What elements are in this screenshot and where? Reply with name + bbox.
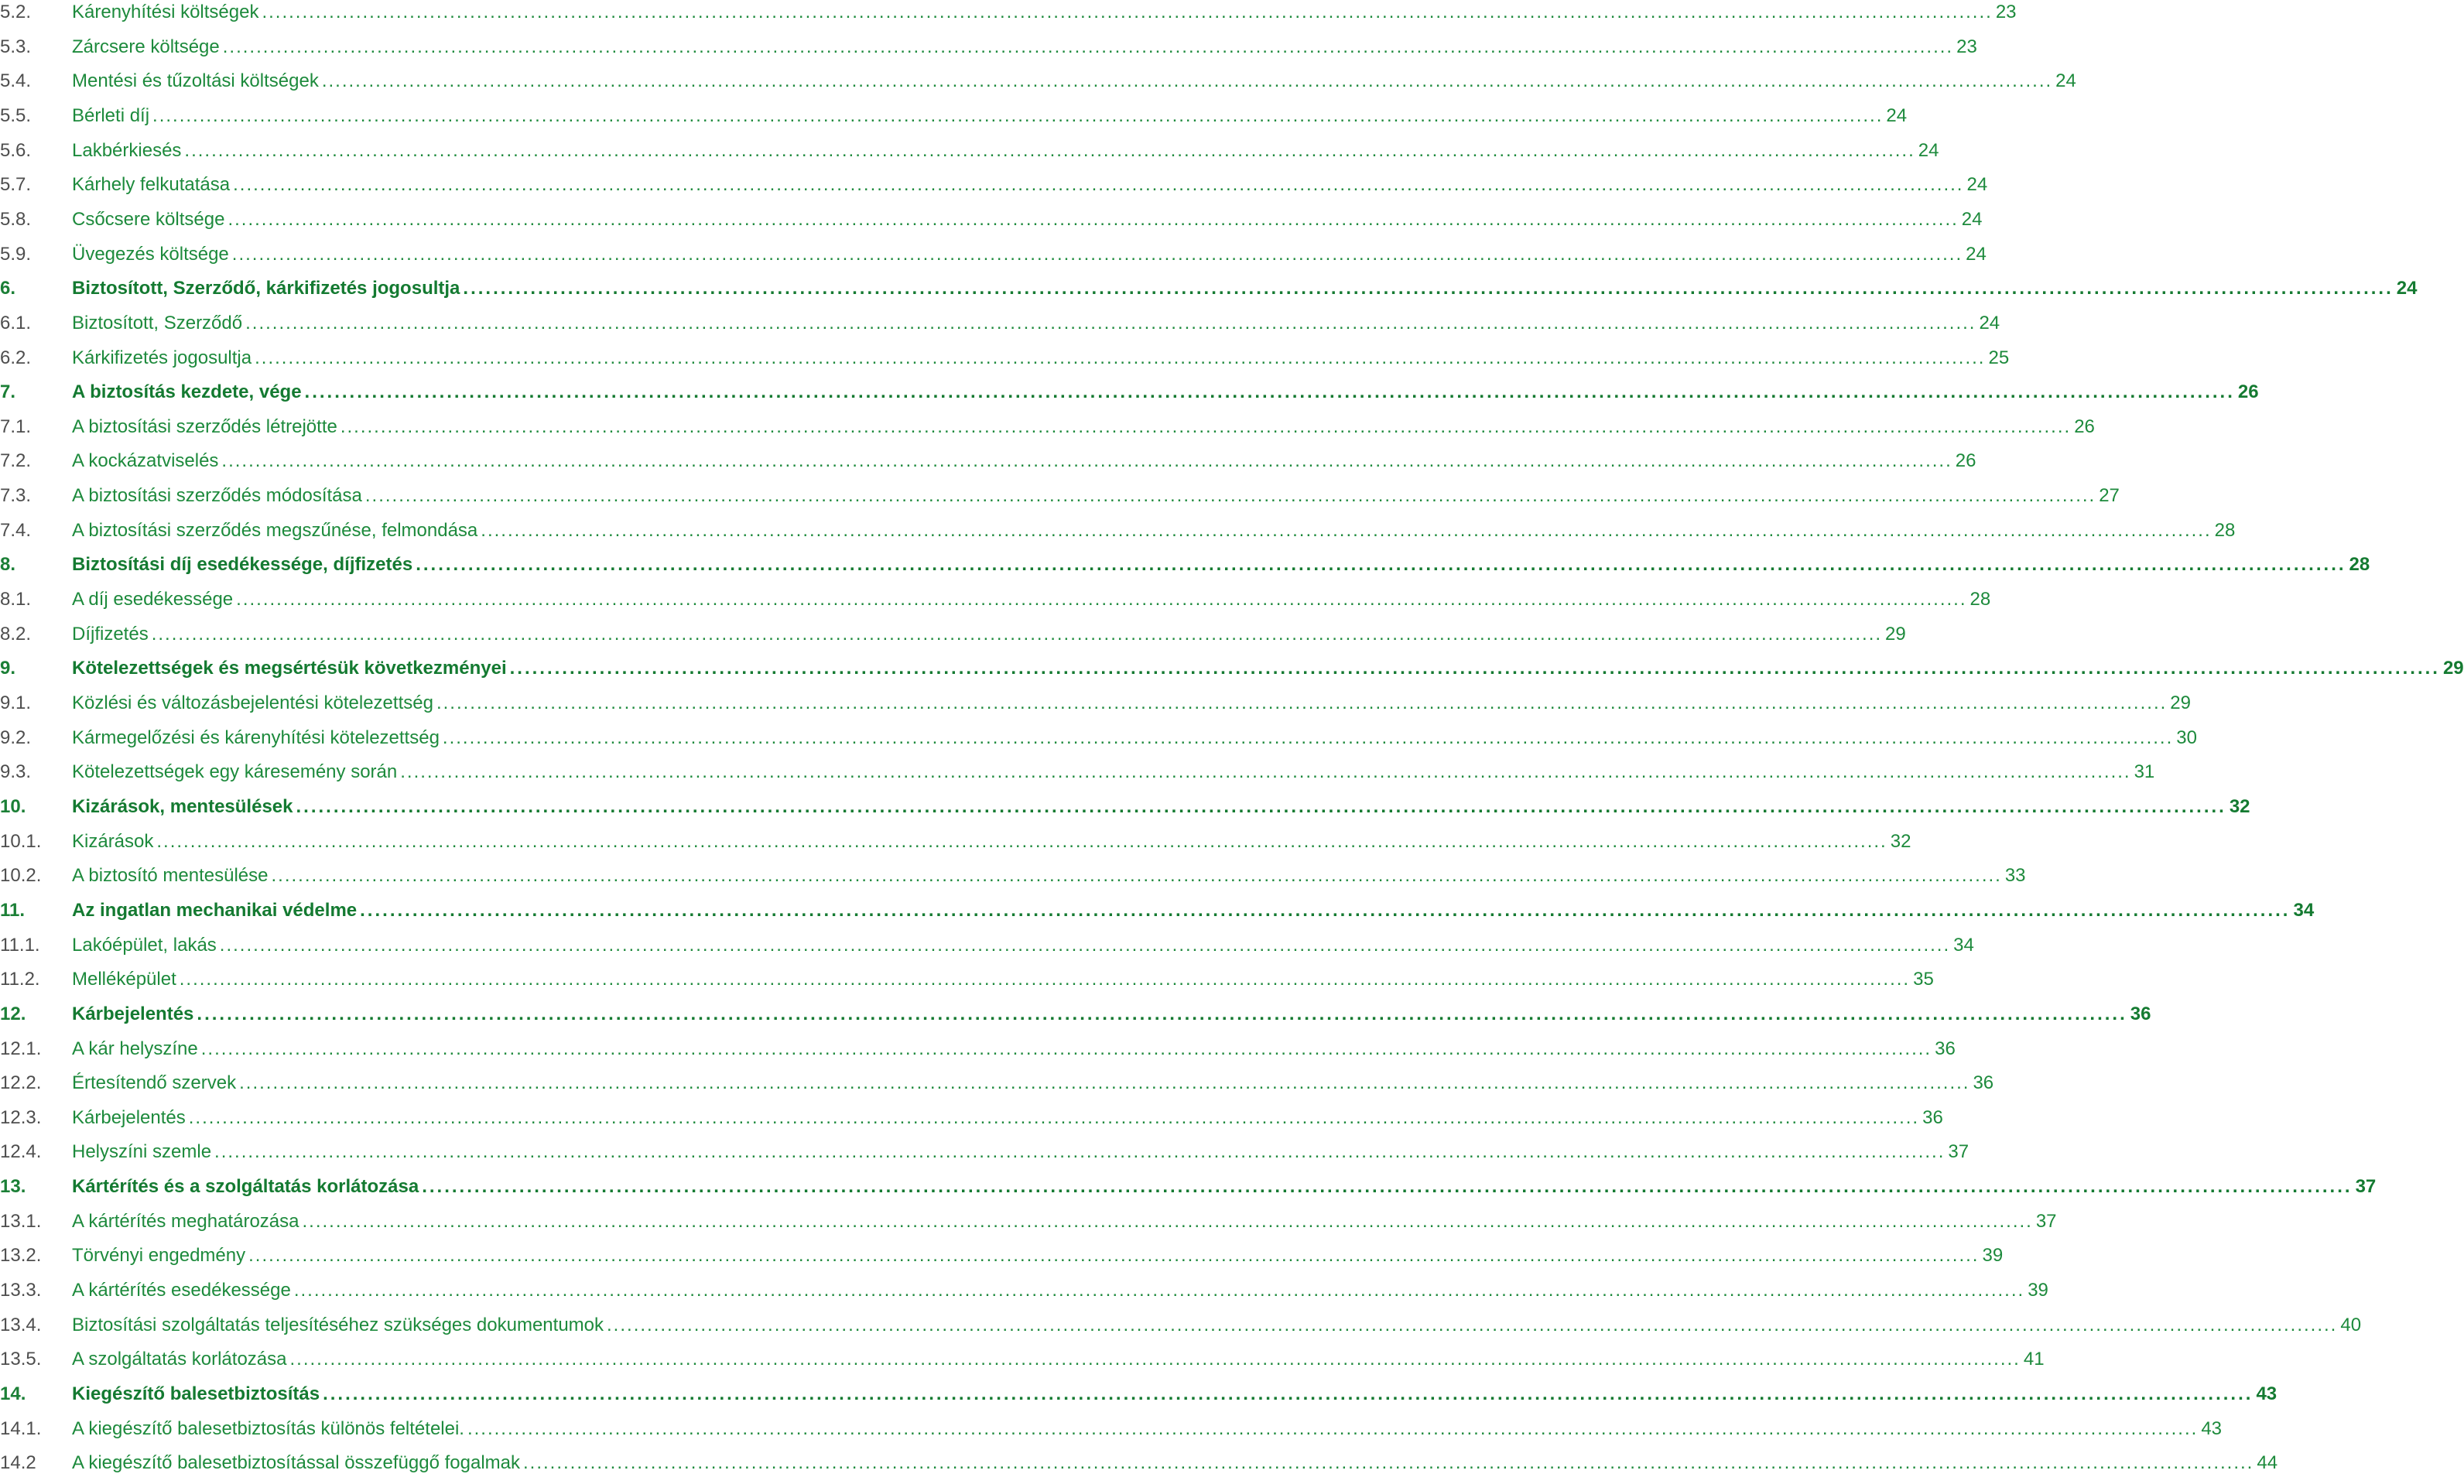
- toc-entry-page-number: 40: [2340, 1314, 2362, 1335]
- toc-entry-page-number: 36: [1935, 1038, 1956, 1059]
- toc-entry-page-number: 28: [2349, 554, 2370, 576]
- toc-entry-page-number: 36: [2130, 1003, 2151, 1024]
- toc-entry-title: Törvényi engedmény: [72, 1245, 246, 1267]
- toc-entry-page-number: 29: [2442, 658, 2464, 679]
- toc-entry-page-number: 31: [2134, 761, 2155, 783]
- toc-entry-page-number: 30: [2176, 727, 2197, 748]
- toc-entry-number: 8.1.: [0, 589, 32, 610]
- toc-subsection-entry: [0, 617, 1906, 651]
- toc-section-entry: [0, 375, 2259, 409]
- toc-entry-title: A kiegészítő balesetbiztosítással összefüggő fogalmak: [72, 1452, 520, 1474]
- toc-entry-title: Biztosított, Szerződő, kárkifizetés jogosultja: [72, 278, 460, 299]
- toc-entry-title: Kárenyhítési költségek: [72, 2, 259, 22]
- toc-entry-number: 6.: [0, 278, 16, 299]
- toc-dot-leader: ..................................................................................................................................................................................................................................................................: [255, 347, 1986, 368]
- toc-dot-leader: ..................................................................................................................................................................................................................................................................: [321, 70, 2053, 92]
- toc-entry-title: Zárcsere költsége: [72, 36, 220, 57]
- toc-entry-title: Kártérítés és a szolgáltatás korlátozása: [72, 1176, 419, 1198]
- toc-subsection-entry: [0, 444, 1976, 478]
- toc-entry-page-number: 29: [2170, 692, 2191, 713]
- toc-subsection-entry: [0, 341, 2010, 375]
- toc-entry-number: 6.1.: [0, 312, 32, 333]
- toc-entry-title: Kiegészítő balesetbiztosítás: [72, 1383, 320, 1404]
- toc-entry-title: Kárbejelentés: [72, 1106, 186, 1128]
- toc-entry-page-number: 43: [2201, 1417, 2223, 1439]
- toc-entry-number: 9.2.: [0, 727, 32, 748]
- toc-entry-page-number: 43: [2256, 1383, 2277, 1404]
- toc-dot-leader: ..................................................................................................................................................................................................................................................................: [289, 1349, 2021, 1370]
- toc-entry-page-number: 24: [1886, 104, 1908, 126]
- toc-entry-title: Melléképület: [72, 969, 176, 990]
- toc-entry-page-number: 37: [2355, 1176, 2377, 1198]
- toc-dot-leader: ..................................................................................................................................................................................................................................................................: [228, 208, 1959, 230]
- toc-entry-title: A kiegészítő balesetbiztosítás különös feltételei.: [72, 1417, 464, 1439]
- toc-entry-page-number: 39: [1982, 1245, 2004, 1267]
- toc-dot-leader: ..................................................................................................................................................................................................................................................................: [236, 589, 1967, 610]
- toc-dot-leader: ..................................................................................................................................................................................................................................................................: [221, 450, 1952, 472]
- toc-dot-leader: ..................................................................................................................................................................................................................................................................: [463, 278, 2394, 299]
- toc-dot-leader: ..................................................................................................................................................................................................................................................................: [231, 243, 1963, 265]
- toc-entry-page-number: 24: [1979, 312, 2000, 333]
- toc-entry-title: Kárkifizetés jogosultja: [72, 347, 252, 368]
- toc-entry-number: 14.2: [0, 1452, 36, 1474]
- toc-entry-page-number: 24: [1966, 243, 1987, 265]
- toc-entry-title: Közlési és változásbejelentési kötelezettség: [72, 692, 433, 713]
- toc-entry-title: Biztosítási díj esedékessége, díjfizetés: [72, 554, 413, 576]
- toc-subsection-entry: [0, 1446, 2278, 1480]
- toc-entry-title: Az ingatlan mechanikai védelme: [72, 899, 358, 921]
- toc-entry-page-number: 29: [1885, 623, 1906, 645]
- toc-entry-page-number: 36: [1922, 1106, 1943, 1128]
- toc-dot-leader: ..................................................................................................................................................................................................................................................................: [239, 1072, 1970, 1094]
- toc-subsection-entry: [0, 825, 1911, 859]
- toc-entry-number: 11.1.: [0, 934, 40, 956]
- toc-subsection-entry: [0, 686, 2191, 720]
- toc-entry-title: A biztosító mentesülése: [72, 865, 269, 887]
- toc-dot-leader: ..................................................................................................................................................................................................................................................................: [200, 1038, 1932, 1059]
- toc-dot-leader: ..................................................................................................................................................................................................................................................................: [364, 485, 2096, 507]
- toc-subsection-entry: [0, 1412, 2223, 1446]
- toc-entry-title: A kockázatviselés: [72, 450, 219, 472]
- toc-entry-number: 7.4.: [0, 519, 32, 541]
- toc-subsection-entry: [0, 238, 1987, 272]
- toc-dot-leader: ..................................................................................................................................................................................................................................................................: [296, 795, 2226, 817]
- toc-dot-leader: ..................................................................................................................................................................................................................................................................: [416, 554, 2346, 576]
- toc-dot-leader: ..................................................................................................................................................................................................................................................................: [214, 1141, 1946, 1163]
- toc-entry-page-number: 24: [1966, 174, 1988, 196]
- toc-section-entry: [0, 997, 2151, 1031]
- toc-entry-number: 11.2.: [0, 969, 40, 990]
- toc-entry-number: 10.1.: [0, 830, 42, 852]
- toc-entry-title: Kizárások: [72, 830, 154, 852]
- toc-subsection-entry: [0, 963, 1934, 997]
- toc-entry-number: 6.2.: [0, 347, 32, 368]
- toc-entry-page-number: 28: [1969, 589, 1991, 610]
- toc-entry-number: 7.: [0, 381, 16, 403]
- toc-entry-page-number: 27: [2099, 485, 2120, 507]
- toc-section-entry: [0, 1377, 2277, 1411]
- toc-entry-page-number: 33: [2004, 865, 2026, 887]
- toc-entry-number: 8.: [0, 554, 16, 576]
- toc-entry-number: 10.2.: [0, 865, 42, 887]
- toc-entry-page-number: 32: [2229, 795, 2250, 817]
- toc-subsection-entry: [0, 859, 2026, 893]
- toc-entry-number: 9.: [0, 658, 16, 679]
- toc-section-entry: [0, 651, 2464, 686]
- toc-entry-title: Biztosított, Szerződő: [72, 312, 243, 333]
- toc-dot-leader: ..................................................................................................................................................................................................................................................................: [607, 1314, 2338, 1335]
- toc-entry-title: Helyszíni szemle: [72, 1141, 212, 1163]
- toc-dot-leader: ..................................................................................................................................................................................................................................................................: [179, 969, 1911, 990]
- toc-dot-leader: ..................................................................................................................................................................................................................................................................: [293, 1280, 2025, 1301]
- toc-entry-page-number: 26: [2074, 415, 2095, 437]
- toc-subsection-entry: [0, 1274, 2048, 1308]
- toc-entry-number: 12.: [0, 1003, 26, 1024]
- toc-entry-number: 7.2.: [0, 450, 32, 472]
- toc-entry-title: A kár helyszíne: [72, 1038, 198, 1059]
- toc-dot-leader: ..................................................................................................................................................................................................................................................................: [400, 761, 2131, 783]
- toc-subsection-entry: [0, 1101, 1943, 1135]
- toc-dot-leader: ..................................................................................................................................................................................................................................................................: [222, 36, 1954, 57]
- toc-entry-number: 12.2.: [0, 1072, 42, 1094]
- toc-entry-number: 8.2.: [0, 623, 32, 645]
- toc-entry-page-number: 34: [2293, 899, 2315, 921]
- toc-entry-title: A kártérítés esedékessége: [72, 1280, 291, 1301]
- toc-dot-leader: ..................................................................................................................................................................................................................................................................: [302, 1210, 2033, 1232]
- toc-entry-page-number: 26: [1955, 450, 1976, 472]
- toc-entry-number: 14.1.: [0, 1417, 42, 1439]
- toc-entry-number: 7.1.: [0, 415, 32, 437]
- toc-entry-number: 5.7.: [0, 174, 32, 196]
- toc-entry-page-number: 44: [2257, 1452, 2278, 1474]
- toc-section-entry: [0, 1170, 2377, 1204]
- toc-dot-leader: ..................................................................................................................................................................................................................................................................: [188, 1106, 1920, 1128]
- toc-subsection-entry: [0, 583, 1991, 617]
- toc-subsection-entry: [0, 1066, 1994, 1100]
- toc-entry-title: Kárbejelentés: [72, 1003, 194, 1024]
- toc-entry-number: 5.8.: [0, 208, 32, 230]
- toc-subsection-entry: [0, 755, 2155, 789]
- toc-entry-title: Kizárások, mentesülések: [72, 795, 293, 817]
- toc-entry-number: 5.4.: [0, 70, 32, 92]
- toc-entry-page-number: 34: [1953, 934, 1974, 956]
- toc-entry-title: Lakbérkiesés: [72, 139, 182, 161]
- toc-subsection-entry: [0, 928, 1974, 963]
- toc-subsection-entry: [0, 30, 1977, 64]
- toc-entry-page-number: 36: [1973, 1072, 1994, 1094]
- toc-entry-page-number: 32: [1890, 830, 1911, 852]
- toc-entry-title: A szolgáltatás korlátozása: [72, 1349, 287, 1370]
- toc-entry-title: Bérleti díj: [72, 104, 150, 126]
- toc-entry-title: Biztosítási szolgáltatás teljesítéséhez szükséges dokumentumok: [72, 1314, 604, 1335]
- toc-entry-page-number: 35: [1913, 969, 1934, 990]
- toc-subsection-entry: [0, 410, 2095, 444]
- toc-subsection-entry: [0, 514, 2236, 548]
- toc-dot-leader: ..................................................................................................................................................................................................................................................................: [360, 899, 2291, 921]
- toc-subsection-entry: [0, 168, 1988, 202]
- toc-entry-page-number: 24: [1961, 208, 1983, 230]
- toc-entry-title: Kármegelőzési és kárenyhítési kötelezettség: [72, 727, 440, 748]
- toc-dot-leader: ..................................................................................................................................................................................................................................................................: [152, 104, 1884, 126]
- toc-entry-page-number: 37: [1948, 1141, 1969, 1163]
- toc-entry-page-number: 37: [2035, 1210, 2057, 1232]
- toc-entry-title: Lakóépület, lakás: [72, 934, 217, 956]
- toc-dot-leader: ..................................................................................................................................................................................................................................................................: [197, 1003, 2127, 1024]
- toc-section-entry: [0, 790, 2250, 824]
- toc-entry-number: 12.3.: [0, 1106, 42, 1128]
- toc-subsection-entry: [0, 1308, 2362, 1342]
- toc-dot-leader: ..................................................................................................................................................................................................................................................................: [151, 623, 1883, 645]
- toc-entry-number: 9.3.: [0, 761, 32, 783]
- toc-subsection-entry: [0, 203, 1983, 237]
- toc-subsection-entry: [0, 1032, 1956, 1066]
- toc-entry-title: Mentési és tűzoltási költségek: [72, 70, 319, 92]
- toc-subsection-entry: [0, 134, 1939, 168]
- toc-entry-title: A biztosítási szerződés létrejötte: [72, 415, 337, 437]
- toc-entry-title: Üvegezés költsége: [72, 243, 229, 265]
- toc-dot-leader: ..................................................................................................................................................................................................................................................................: [245, 312, 1976, 333]
- toc-entry-title: Kötelezettségek egy káresemény során: [72, 761, 398, 783]
- toc-section-entry: [0, 548, 2370, 582]
- toc-dot-leader: ..................................................................................................................................................................................................................................................................: [481, 519, 2212, 541]
- toc-subsection-entry: [0, 1342, 2045, 1376]
- toc-entry-number: 5.2.: [0, 2, 32, 22]
- toc-dot-leader: ..................................................................................................................................................................................................................................................................: [219, 934, 1951, 956]
- toc-entry-title: Értesítendő szervek: [72, 1072, 237, 1094]
- toc-entry-number: 5.6.: [0, 139, 32, 161]
- toc-entry-page-number: 39: [2028, 1280, 2048, 1301]
- toc-entry-title: A kártérítés meghatározása: [72, 1210, 299, 1232]
- toc-entry-number: 12.4.: [0, 1141, 42, 1163]
- toc-entry-page-number: 24: [1918, 139, 1939, 161]
- toc-entry-title: A biztosítás kezdete, vége: [72, 381, 302, 403]
- toc-entry-number: 5.9.: [0, 243, 32, 265]
- toc-dot-leader: ..................................................................................................................................................................................................................................................................: [422, 1176, 2353, 1198]
- toc-entry-number: 13.: [0, 1176, 26, 1198]
- toc-entry-number: 13.3.: [0, 1280, 42, 1301]
- toc-entry-number: 12.1.: [0, 1038, 42, 1059]
- toc-entry-title: Kárhely felkutatása: [72, 174, 231, 196]
- toc-dot-leader: ..................................................................................................................................................................................................................................................................: [304, 381, 2235, 403]
- toc-entry-page-number: 41: [2023, 1349, 2045, 1370]
- toc-subsection-entry: [0, 64, 2076, 98]
- toc-entry-page-number: 26: [2237, 381, 2259, 403]
- toc-dot-leader: ..................................................................................................................................................................................................................................................................: [467, 1417, 2199, 1439]
- toc-entry-page-number: 25: [1988, 347, 2010, 368]
- toc-dot-leader: ..................................................................................................................................................................................................................................................................: [156, 830, 1887, 852]
- toc-subsection-entry: [0, 1135, 1969, 1169]
- toc-subsection-entry: [0, 306, 2000, 340]
- toc-dot-leader: ..................................................................................................................................................................................................................................................................: [523, 1452, 2254, 1474]
- toc-entry-number: 13.2.: [0, 1245, 42, 1267]
- toc-section-entry: [0, 272, 2418, 306]
- toc-entry-page-number: 23: [1995, 2, 2017, 22]
- toc-entry-title: Kötelezettségek és megsértésük következményei: [72, 658, 507, 679]
- toc-dot-leader: ..................................................................................................................................................................................................................................................................: [323, 1383, 2254, 1404]
- toc-dot-leader: ..................................................................................................................................................................................................................................................................: [262, 2, 1993, 22]
- toc-entry-number: 10.: [0, 795, 26, 817]
- toc-subsection-entry: [0, 0, 2017, 29]
- toc-dot-leader: ..................................................................................................................................................................................................................................................................: [248, 1245, 1980, 1267]
- toc-subsection-entry: [0, 721, 2197, 755]
- toc-entry-number: 5.3.: [0, 36, 32, 57]
- toc-entry-title: A díj esedékessége: [72, 589, 234, 610]
- toc-dot-leader: ..................................................................................................................................................................................................................................................................: [271, 865, 2002, 887]
- toc-entry-number: 7.3.: [0, 485, 32, 507]
- toc-entry-title: Csőcsere költsége: [72, 208, 225, 230]
- toc-dot-leader: ..................................................................................................................................................................................................................................................................: [233, 174, 1964, 196]
- toc-entry-number: 11.: [0, 899, 26, 921]
- toc-dot-leader: ..................................................................................................................................................................................................................................................................: [509, 658, 2440, 679]
- toc-subsection-entry: [0, 99, 1908, 133]
- toc-entry-number: 13.4.: [0, 1314, 42, 1335]
- toc-entry-number: 14.: [0, 1383, 26, 1404]
- toc-dot-leader: ..................................................................................................................................................................................................................................................................: [436, 692, 2168, 713]
- toc-subsection-entry: [0, 1205, 2057, 1239]
- toc-subsection-entry: [0, 479, 2120, 513]
- toc-section-entry: [0, 894, 2315, 928]
- toc-entry-title: Díjfizetés: [72, 623, 149, 645]
- toc-dot-leader: ..................................................................................................................................................................................................................................................................: [184, 139, 1915, 161]
- toc-entry-number: 9.1.: [0, 692, 32, 713]
- toc-entry-page-number: 24: [2396, 278, 2418, 299]
- toc-entry-page-number: 23: [1956, 36, 1977, 57]
- toc-entry-title: A biztosítási szerződés módosítása: [72, 485, 362, 507]
- toc-entry-number: 13.1.: [0, 1210, 42, 1232]
- toc-dot-leader: ..................................................................................................................................................................................................................................................................: [442, 727, 2174, 748]
- toc-dot-leader: ..................................................................................................................................................................................................................................................................: [340, 415, 2072, 437]
- toc-entry-page-number: 24: [2055, 70, 2076, 92]
- toc-entry-number: 13.5.: [0, 1349, 42, 1370]
- toc-entry-title: A biztosítási szerződés megszűnése, felmondása: [72, 519, 478, 541]
- toc-entry-page-number: 28: [2214, 519, 2236, 541]
- toc-entry-number: 5.5.: [0, 104, 32, 126]
- toc-subsection-entry: [0, 1239, 2004, 1273]
